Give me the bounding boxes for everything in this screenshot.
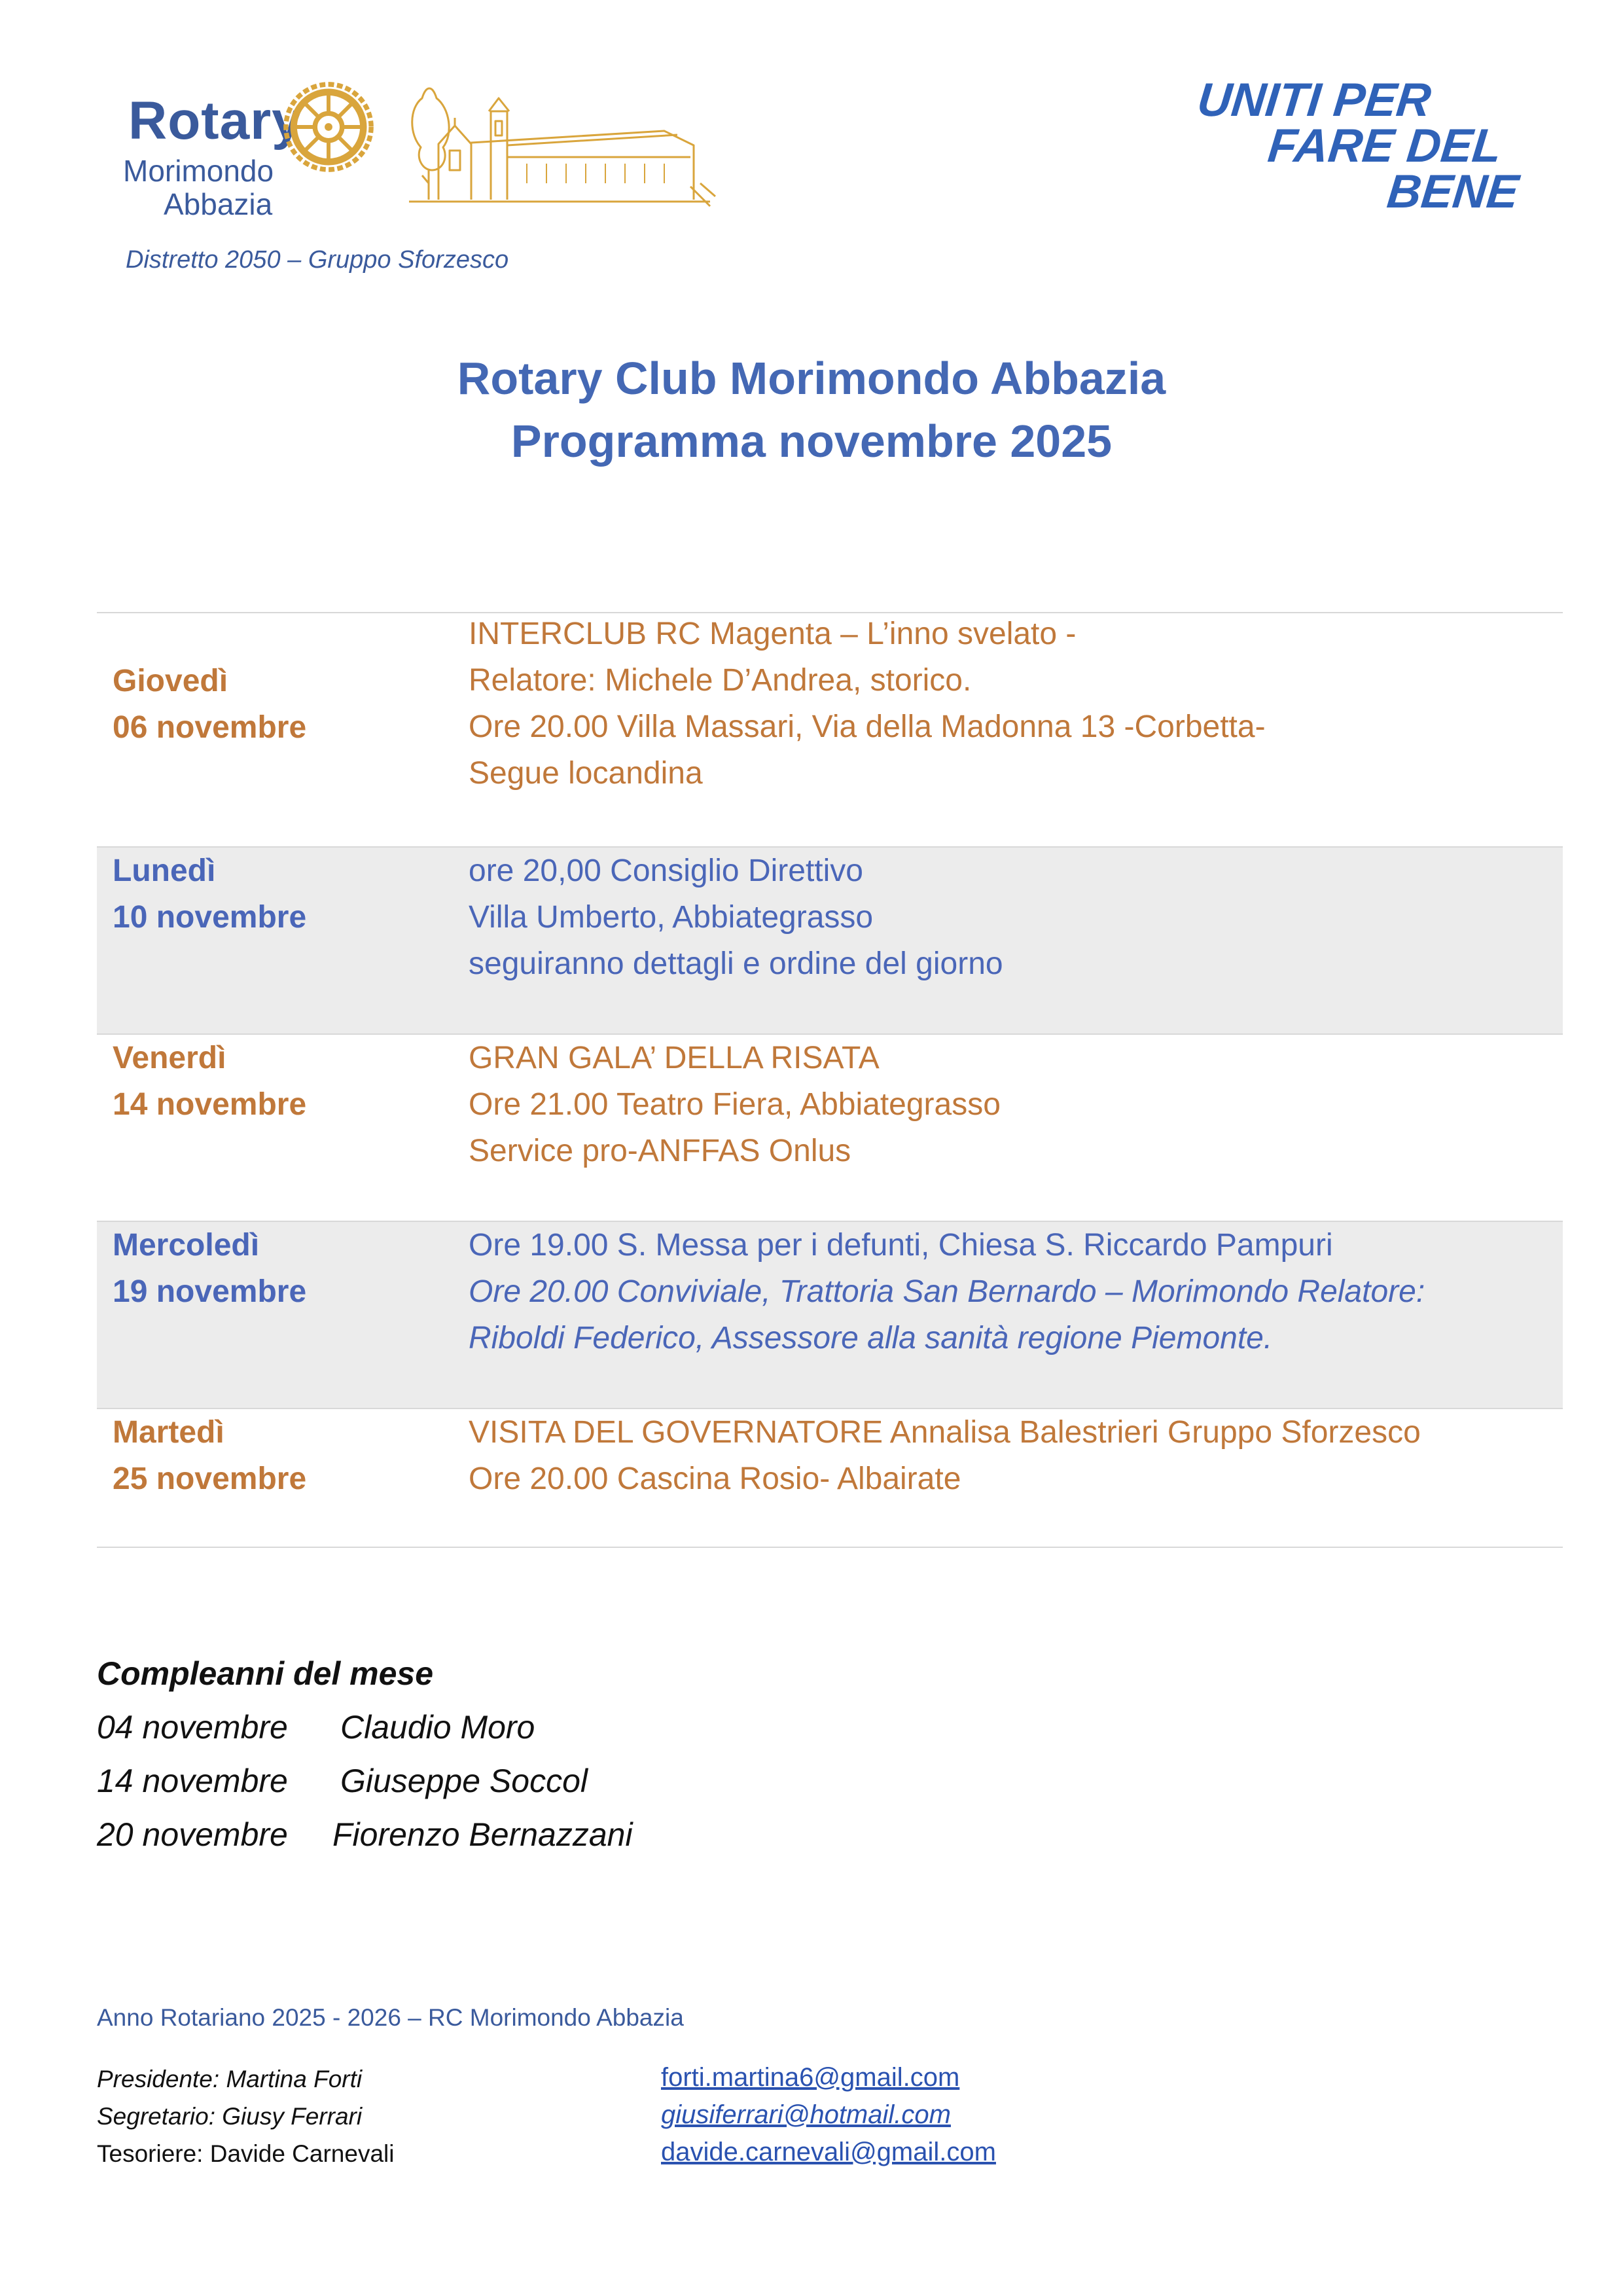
event-date	[113, 1035, 306, 1128]
page-title: Rotary Club Morimondo Abbazia	[457, 353, 1166, 404]
event-line: ore 20,00 Consiglio Direttivo	[469, 853, 863, 888]
birthday-name: Fiorenzo Bernazzani	[332, 1816, 633, 1853]
event-description	[469, 1409, 1555, 1502]
event-line: Villa Umberto, Abbiategrasso	[469, 900, 874, 935]
page-subtitle: Programma novembre 2025	[510, 416, 1113, 467]
event-line: GRAN GALA’ DELLA RISATA	[469, 1041, 880, 1075]
event-line: Relatore: Michele D’Andrea, storico.	[469, 663, 972, 698]
event-day: Lunedì	[113, 853, 216, 888]
logo-club-name-line1: Morimondo	[123, 154, 274, 188]
birthdays-heading: Compleanni del mese	[97, 1655, 434, 1692]
program-table	[97, 612, 1563, 1548]
event-line: Riboldi Federico, Assessore alla sanità regione Piemonte.	[469, 1321, 1273, 1355]
event-line: Ore 20.00 Conviviale, Trattoria San Bernardo – Morimondo Relatore:	[469, 1274, 1425, 1309]
motto-line-2: FARE DEL	[1265, 120, 1505, 172]
event-description	[469, 848, 1555, 987]
secretary-email-link[interactable]: giusiferrari@hotmail.com	[661, 2100, 951, 2129]
officer-secretary: Segretario: Giusy Ferrari	[97, 2103, 363, 2130]
event-line: VISITA DEL GOVERNATORE Annalisa Balestrieri Gruppo Sforzesco	[469, 1415, 1421, 1450]
treasurer-email-link[interactable]: davide.carnevali@gmail.com	[661, 2138, 996, 2166]
officer-treasurer: Tesoriere: Davide Carnevali	[97, 2140, 395, 2167]
abbey-illustration	[402, 72, 717, 209]
birthday-date: 20 novembre	[97, 1816, 288, 1853]
birthday-date: 04 novembre	[97, 1709, 288, 1746]
motto-line-1: UNITI PER	[1194, 74, 1434, 126]
event-date	[113, 1409, 306, 1502]
event-day-date: 10 novembre	[113, 900, 307, 935]
motto-line-3: BENE	[1384, 166, 1522, 218]
birthday-name: Claudio Moro	[340, 1709, 535, 1746]
event-line: seguiranno dettagli e ordine del giorno	[469, 946, 1003, 981]
birthday-date: 14 novembre	[97, 1763, 288, 1799]
rotary-logo-word: Rotary	[128, 91, 302, 151]
event-date	[113, 1222, 306, 1315]
table-row	[97, 1408, 1563, 1548]
event-day-date: 14 novembre	[113, 1087, 307, 1122]
event-day: Martedì	[113, 1415, 224, 1450]
rotary-wheel-icon	[280, 79, 377, 175]
table-row	[97, 846, 1563, 1033]
officer-president: Presidente: Martina Forti	[97, 2066, 363, 2092]
event-line: Service pro-ANFFAS Onlus	[469, 1134, 851, 1168]
event-line: Ore 20.00 Villa Massari, Via della Madonna 13 -Corbetta-	[469, 709, 1266, 744]
president-email-link[interactable]: forti.martina6@gmail.com	[661, 2063, 960, 2092]
event-day: Giovedì	[113, 664, 228, 698]
district-subtitle: Distretto 2050 – Gruppo Sforzesco	[126, 246, 509, 274]
event-day-date: 25 novembre	[113, 1462, 307, 1496]
event-line: Ore 21.00 Teatro Fiera, Abbiategrasso	[469, 1087, 1001, 1122]
event-line: Segue locandina	[469, 756, 703, 791]
event-day: Mercoledì	[113, 1228, 260, 1263]
logo-club-name-line2: Abbazia	[164, 187, 273, 221]
event-day: Venerdì	[113, 1041, 226, 1075]
event-line: Ore 19.00 S. Messa per i defunti, Chiesa S. Riccardo Pampuri	[469, 1228, 1333, 1263]
event-line: INTERCLUB RC Magenta – L’inno svelato -	[469, 617, 1077, 651]
table-row	[97, 612, 1563, 846]
rotary-year-line: Anno Rotariano 2025 - 2026 – RC Morimondo Abbazia	[97, 2004, 684, 2031]
table-row	[97, 1033, 1563, 1221]
table-row	[97, 1221, 1563, 1408]
event-date	[113, 848, 306, 941]
event-description	[469, 1222, 1555, 1361]
event-description	[469, 1035, 1555, 1174]
event-day-date: 06 novembre	[113, 710, 307, 745]
birthday-name: Giuseppe Soccol	[340, 1763, 588, 1799]
event-description	[469, 611, 1555, 797]
event-line: Ore 20.00 Cascina Rosio- Albairate	[469, 1462, 961, 1496]
event-day-date: 19 novembre	[113, 1274, 307, 1309]
event-date	[113, 658, 306, 751]
